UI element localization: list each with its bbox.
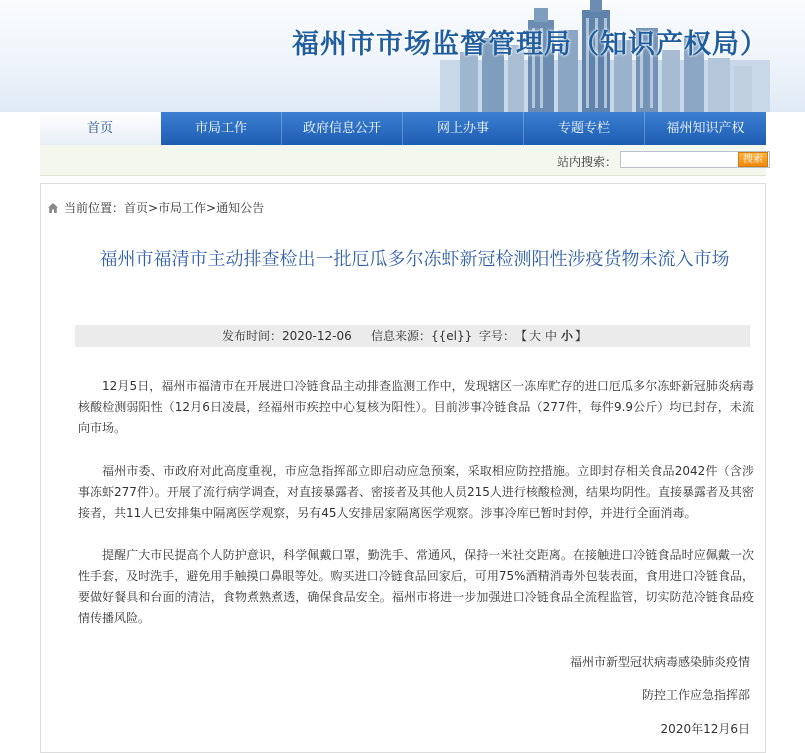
font-medium-button[interactable]: 中 [545,329,558,343]
signature-date: 2020年12月6日 [660,722,750,736]
home-icon [47,202,59,214]
main-nav [40,112,766,145]
search-bar [40,145,766,176]
publish-date: 发布时间：2020-12-06 [222,329,352,343]
article-meta-bar [75,325,750,347]
article-paragraph-2: 福州市委、市政府对此高度重视，市应急指挥部立即启动应急预案，采取相应防控措施。立即封存相关食品2042件（含涉事冻虾277件）。开展了流行病学调查，对直接暴露者、密接者及其他人员215人进行核酸检测，结果均阴性。直接暴露者及其密接者，共11人已安排集中隔离医学观察，另有45人安排居家隔离医学观察。涉事冷库已暂时封停，并进行全面消毒。 [78,464,754,520]
signature-line-2: 防控工作应急指挥部 [641,688,750,702]
nav-item-gov-info[interactable]: 政府信息公开 [282,112,403,145]
breadcrumb-text: 当前位置：首页>市局工作>通知公告 [64,201,265,215]
article-paragraph-1: 12月5日，福州市福清市在开展进口冷链食品主动排查监测工作中，发现辖区一冻库贮存的进口厄瓜多尔冻虾新冠肺炎病毒核酸检测弱阳性（12月6日凌晨，经福州市疾控中心复核为阳性）。目前涉事冷链食品（277件，每件9.9公斤）均已封存，未流向市场。 [78,379,754,435]
font-small-button[interactable]: 小 [561,329,574,343]
article-title: 福州市福清市主动排查检出一批厄瓜多尔冻虾新冠检测阳性涉疫货物未流入市场 [99,249,730,270]
font-size-label: 字号： [479,329,516,343]
font-size-bracket-open: 【 [515,329,528,343]
nav-item-online-service[interactable]: 网上办事 [403,112,524,145]
nav-item-ip[interactable]: 福州知识产权 [666,121,745,136]
info-source: 信息来源：{{el}} [371,329,473,343]
font-size-bracket-close: 】 [575,329,588,343]
nav-item-bureau-work[interactable]: 市局工作 [161,112,282,145]
font-large-button[interactable]: 大 [529,329,542,343]
nav-item-special-topics[interactable]: 专题专栏 [524,112,645,145]
nav-item-home[interactable]: 首页 [40,112,161,145]
site-title: 福州市市场监督管理局（知识产权局） [292,29,768,60]
article-paragraph-3: 提醒广大市民提高个人防护意识，科学佩戴口罩，勤洗手、常通风，保持一米社交距离。在接触进口冷链食品时应佩戴一次性手套，及时洗手，避免用手触摸口鼻眼等处。购买进口冷链食品回家后，可用75%酒精消毒外包装表面，食用进口冷链食品，要做好餐具和台面的清洁，食物煮熟煮透，确保食品安全。福州市将进一步加强进口冷链食品全流程监管，切实防范冷链食品疫情传播风险。 [78,548,754,625]
search-label: 站内搜索： [557,155,618,169]
search-button[interactable]: 搜索 [738,152,768,167]
site-header [0,0,805,112]
signature-line-1: 福州市新型冠状病毒感染肺炎疫情 [569,655,750,669]
breadcrumb [47,199,264,216]
